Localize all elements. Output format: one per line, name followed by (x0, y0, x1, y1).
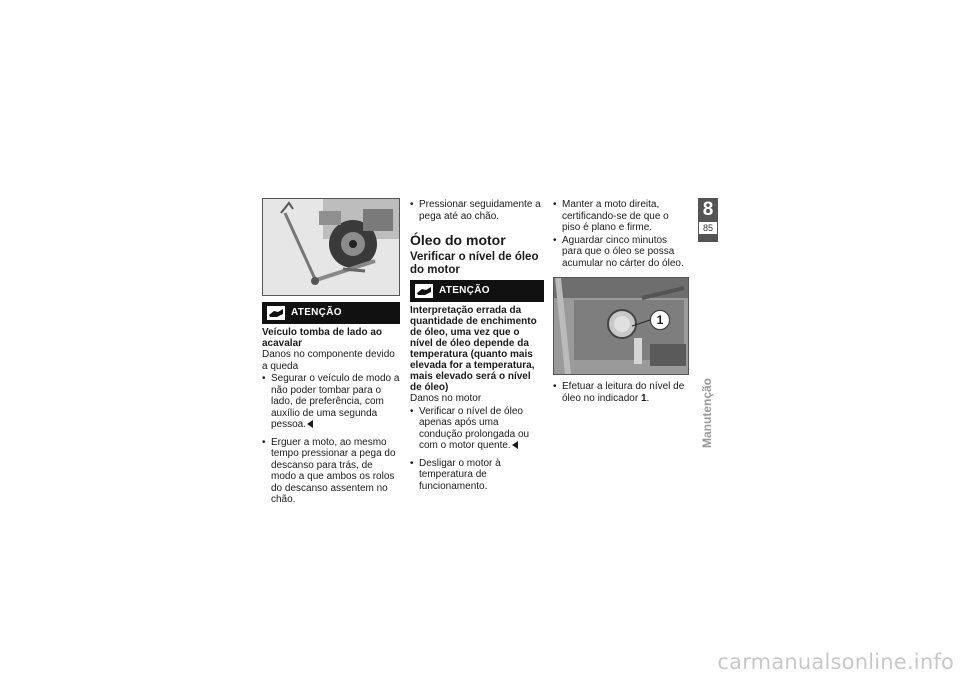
list-item (410, 458, 544, 493)
bullet-text: Desligar o motor à temperatura de funcionamento. (419, 457, 501, 492)
warning-text: Danos no motor (410, 393, 482, 404)
chapter-tab (698, 198, 718, 242)
end-of-warning-icon (512, 441, 518, 449)
end-of-warning-icon (307, 420, 313, 428)
warning-label: ATENÇÃO (291, 307, 342, 319)
list-item (553, 381, 689, 404)
section-heading: Óleo do motor (410, 232, 506, 248)
bullet-suffix: . (646, 392, 650, 404)
bullet-text: Verificar o nível de óleo apenas após uma condução prolongada ou com o motor quente. (419, 405, 530, 451)
left-column (262, 198, 400, 506)
bullet-text: Erguer a moto, ao mesmo tempo pressionar a pega do descanso para trás, de modo a que ambos os rolos do descanso assentem no chão. (271, 436, 396, 505)
warning-title: Interpretação errada da quantidade de enchimento de óleo, uma vez que o nível de óleo depende da temperatura (quanto mais elevada for a temperatura, mais elevado será o nível de óleo) (410, 305, 537, 393)
chapter-title: Manutenção (700, 377, 714, 448)
warning-text: Danos no componente devido a queda (262, 349, 395, 372)
watermark: carmanualsonline.info (717, 650, 954, 674)
warning-banner (262, 302, 400, 324)
list-item (262, 437, 400, 506)
warning-banner (410, 280, 544, 302)
middle-column (410, 198, 544, 492)
warning-label: ATENÇÃO (439, 285, 490, 297)
list-item (553, 235, 689, 270)
bullet-text: Aguardar cinco minutos para que o óleo se possa acumular no cárter do óleo. (562, 234, 684, 269)
list-item (410, 406, 544, 452)
list-item (553, 199, 689, 234)
warning-title: Veículo tomba de lado ao acavalar (262, 327, 383, 349)
motorcycle-stand-illustration (263, 199, 399, 295)
right-column (553, 198, 689, 404)
bullet-text: Manter a moto direita, certificando-se de que o piso é plano e firme. (562, 199, 669, 233)
chapter-number: 8 (702, 199, 714, 220)
motorcycle-stand-photo (262, 198, 400, 296)
callout-marker: 1 (650, 310, 670, 330)
oil-level-photo (553, 277, 689, 375)
subsection-heading: Verificar o nível de óleo do motor (410, 251, 539, 276)
reference-number: 1 (640, 392, 647, 404)
workshop-hand-icon (415, 284, 433, 298)
bullet-text: Segurar o veículo de modo a não poder tombar para o lado, de preferência, com auxílio de uma segunda pessoa. (271, 373, 400, 430)
workshop-hand-icon (267, 306, 285, 320)
list-item (410, 199, 544, 222)
page-number: 85 (699, 222, 717, 234)
bullet-text: Efetuar a leitura do nível de óleo no indicador (562, 381, 685, 404)
list-item (262, 373, 400, 431)
bullet-text: Pressionar seguidamente a pega até ao chão. (419, 199, 541, 222)
